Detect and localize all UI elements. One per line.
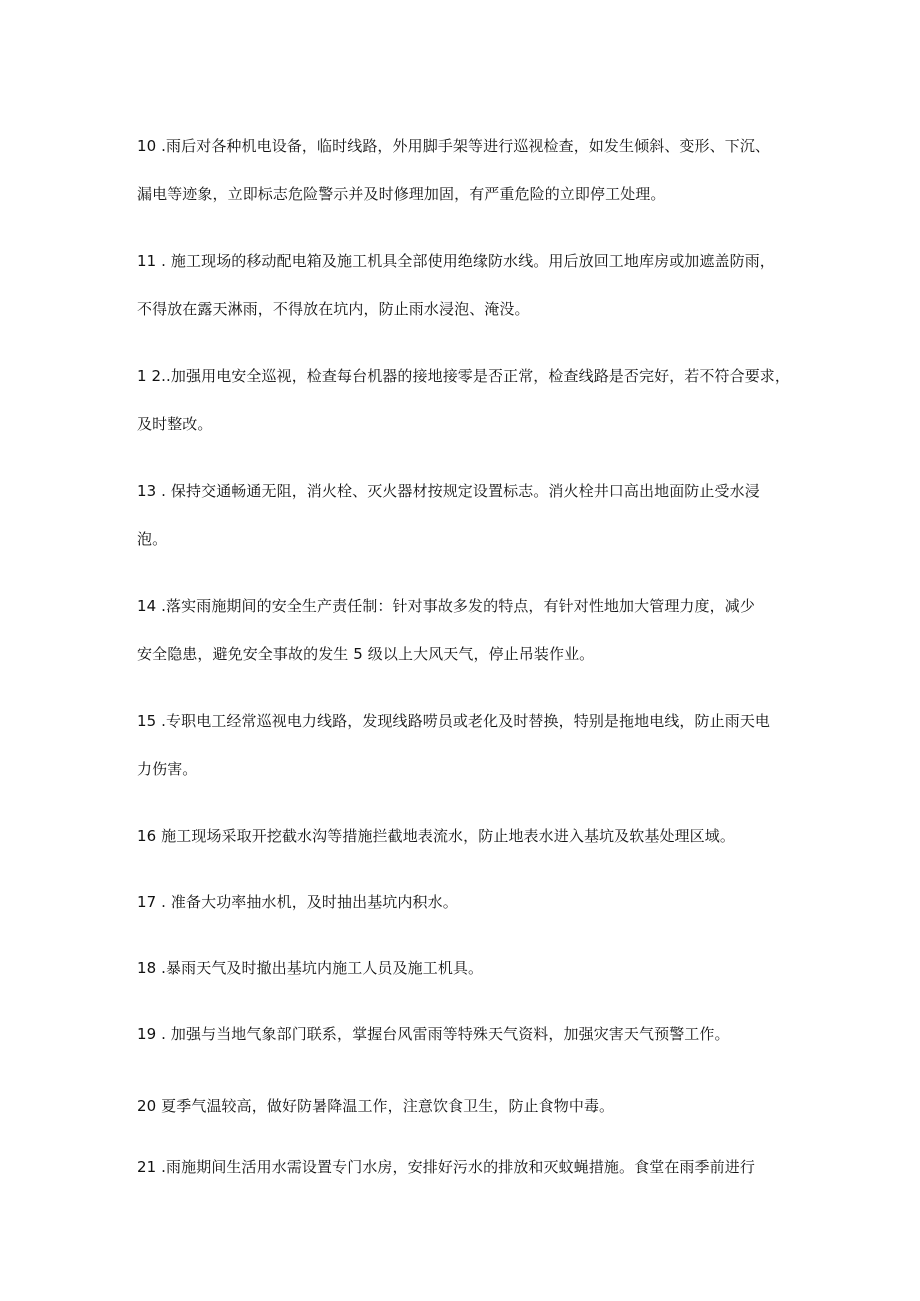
item-10-line-2: 漏电等迹象，立即标志危险警示并及时修理加固，有严重危险的立即停工处理。 [137, 185, 666, 203]
item-15-line-2: 力伤害。 [137, 760, 198, 778]
item-21-line-1: 21 .雨施期间生活用水需设置专门水房，安排好污水的排放和灭蚊蝇措施。食堂在雨季前进行 [137, 1158, 755, 1176]
item-17-line-1: 17 . 准备大功率抽水机，及时抽出基坑内积水。 [137, 893, 458, 911]
item-12-line-2: 及时整改。 [137, 415, 213, 433]
item-16-line-1: 16 施工现场采取开挖截水沟等措施拦截地表流水，防止地表水进入基坑及软基处理区域。 [137, 827, 735, 845]
item-14-line-2: 安全隐患，避免安全事故的发生 5 级以上大风天气，停止吊装作业。 [137, 645, 595, 663]
item-10-line-1: 10 .雨后对各种机电设备，临时线路，外用脚手架等进行巡视检查，如发生倾斜、变形、下沉、 [137, 137, 771, 155]
item-13-line-2: 泡。 [137, 530, 168, 548]
item-11-line-1: 11 . 施工现场的移动配电箱及施工机具全部使用绝缘防水线。用后放回工地库房或加遮盖防雨， [137, 252, 775, 270]
item-15-line-1: 15 .专职电工经常巡视电力线路，发现线路唠员或老化及时替换，特别是拖地电线，防止雨天电 [137, 712, 771, 730]
item-13-line-1: 13 . 保持交通畅通无阻，消火栓、灭火器材按规定设置标志。消火栓井口高出地面防止受水浸 [137, 482, 760, 500]
item-12-line-1: 1 2..加强用电安全巡视，检查每台机器的接地接零是否正常，检查线路是否完好，若不符合要求， [137, 367, 790, 385]
item-20-line-1: 20 夏季气温较高，做好防暑降温工作，注意饮食卫生，防止食物中毒。 [137, 1097, 615, 1115]
item-11-line-2: 不得放在露天淋雨，不得放在坑内，防止雨水浸泡、淹没。 [137, 300, 530, 318]
item-18-line-1: 18 .暴雨天气及时撤出基坑内施工人员及施工机具。 [137, 959, 484, 977]
item-19-line-1: 19 . 加强与当地气象部门联系，掌握台风雷雨等特殊天气资料，加强灾害天气预警工作。 [137, 1025, 730, 1043]
item-14-line-1: 14 .落实雨施期间的安全生产责任制：针对事故多发的特点，有针对性地加大管理力度，减少 [137, 597, 755, 615]
